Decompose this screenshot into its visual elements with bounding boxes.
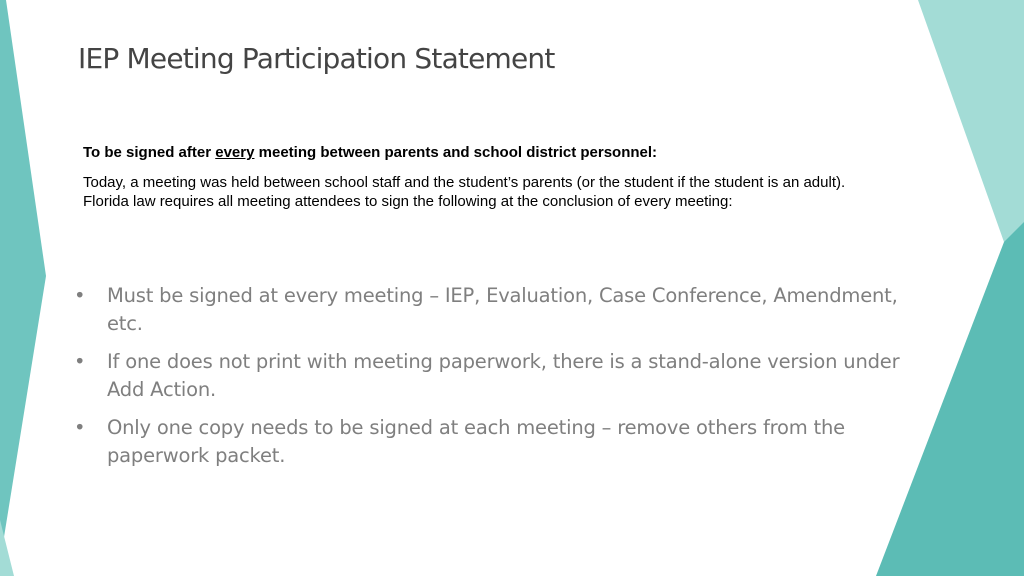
bullet-marker: • [74,284,86,307]
excerpt-line-1: Today, a meeting was held between school staff and the student’s parents (or the student if the student is an adult). [83,174,846,191]
bullet-marker: • [74,350,86,373]
bullet-text: Must be signed at every meeting – IEP, Evaluation, Case Conference, Amendment, etc. [107,284,898,335]
bullet-item [74,282,924,338]
bullet-marker: • [74,416,86,439]
bullet-text: Only one copy needs to be signed at each meeting – remove others from the paperwork packet. [107,416,845,467]
excerpt-heading-emphasis: every [215,144,255,161]
bullet-text: If one does not print with meeting paperwork, there is a stand-alone version under Add Action. [107,350,900,401]
left-edge-shape-light [0,520,14,576]
excerpt-heading-after: meeting between parents and school district personnel: [254,144,658,161]
slide-title: IEP Meeting Participation Statement [78,42,555,75]
excerpt-heading [83,144,973,161]
excerpt-line-2: Florida law requires all meeting attendees to sign the following at the conclusion of every meeting: [83,193,733,210]
excerpt-body [83,173,973,211]
left-edge-shape [0,0,46,562]
bullet-item [74,414,924,470]
statement-excerpt [83,144,973,211]
excerpt-heading-before: To be signed after [83,144,216,161]
bullet-list [74,282,924,480]
bullet-item [74,348,924,404]
